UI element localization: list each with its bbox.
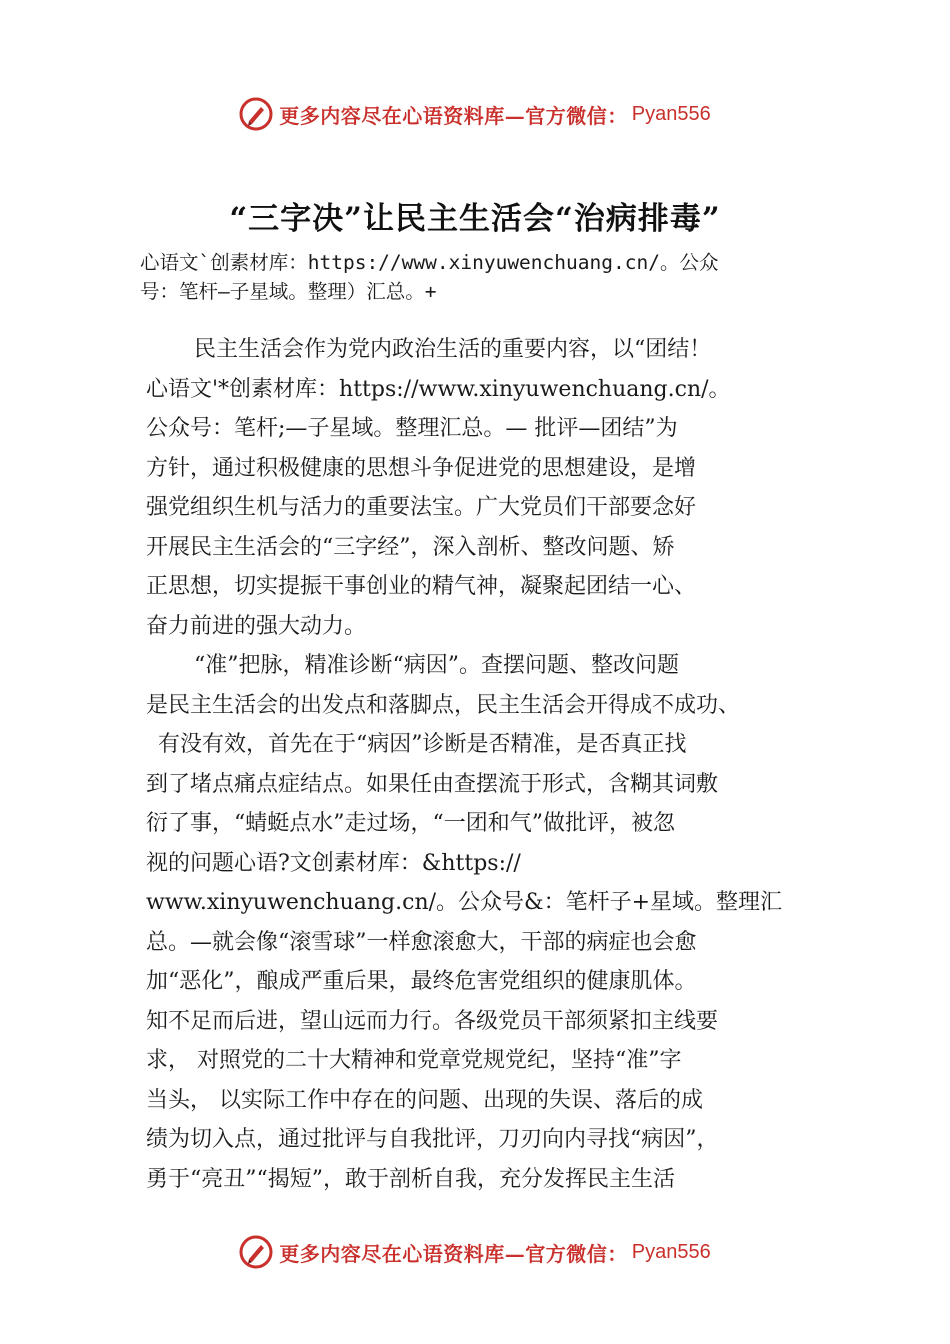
- body-line: 绩为切入点，通过批评与自我批评，刀刃向内寻找“病因”，: [146, 1127, 719, 1152]
- body-line: 加“恶化”，酿成严重后果，最终危害党组织的健康肌体。: [146, 969, 697, 994]
- banner-wechat-id: Pyan556: [631, 1240, 711, 1263]
- body-line: 奋力前进的强大动力。: [146, 613, 367, 639]
- subtitle-line: 号：笔杆—子星域。整理）汇总。+: [140, 280, 437, 303]
- body-line: 民主生活会作为党内政治生活的重要内容，以“团结！: [194, 337, 712, 362]
- body-line: 知不足而后进，望山远而力行。各级党员干部须紧扣主线要: [146, 1008, 719, 1034]
- page-title: “三字决”让民主生活会“治病排毒”: [229, 201, 721, 237]
- body-line: 视的问题心语?文创素材库：&https://: [146, 850, 521, 876]
- banner-text: 更多内容尽在心语资料库—官方微信：: [279, 1241, 628, 1266]
- body-line: 是民主生活会的出发点和落脚点，民主生活会开得成不成功、: [146, 692, 741, 718]
- body-line: 勇于“亮丑”“揭短”，敢于剖析自我，充分发挥民主生活: [146, 1166, 675, 1192]
- body-line: 方针，通过积极健康的思想斗争促进党的思想建设，是增: [146, 455, 697, 481]
- body-line: 到了堵点痛点症结点。如果任由查摆流于形式，含糊其词敷: [146, 771, 719, 797]
- body-text: [146, 330, 836, 1199]
- body-line: 当头， 以实际工作中存在的问题、出现的失误、落后的成: [146, 1087, 703, 1113]
- body-line: “准”把脉，精准诊断“病因”。查摆问题、整改问题: [194, 653, 679, 678]
- body-line: 求， 对照党的二十大精神和党章党规党纪，坚持“准”字: [146, 1048, 682, 1073]
- subtitle-line: 心语文`创素材库：https://www.xinyuwenchuang.cn/。公众: [140, 251, 719, 274]
- pen-logo-icon: [239, 97, 273, 131]
- footer-banner: [0, 1230, 950, 1274]
- body-line: 开展民主生活会的“三字经”，深入剖析、整改问题、矫: [146, 534, 675, 560]
- body-line: 公众号：笔杆;—子星域。整理汇总。— 批评—团结”为: [146, 416, 678, 441]
- body-line: 正思想，切实提振干事创业的精气神，凝聚起团结一心、: [146, 574, 697, 599]
- body-line: 有没有效，首先在于“病因”诊断是否精准，是否真正找: [158, 732, 687, 757]
- body-line: www.xinyuwenchuang.cn/。公众号&：笔杆子+星域。整理汇: [146, 890, 783, 915]
- banner-wechat-id: Pyan556: [631, 102, 711, 125]
- body-line: 强党组织生机与活力的重要法宝。广大党员们干部要念好: [146, 495, 697, 520]
- header-banner: [0, 92, 950, 136]
- body-line: 总。—就会像“滚雪球”一样愈滚愈大，干部的病症也会愈: [146, 929, 697, 955]
- body-line: 衍了事，“蜻蜓点水”走过场，“一团和气”做批评，被忽: [146, 811, 675, 836]
- pen-logo-icon: [239, 1235, 273, 1269]
- body-line: 心语文'*创素材库：https://www.xinyuwenchuang.cn/。: [146, 376, 731, 402]
- subtitle: [140, 248, 820, 306]
- banner-text: 更多内容尽在心语资料库—官方微信：: [279, 103, 628, 128]
